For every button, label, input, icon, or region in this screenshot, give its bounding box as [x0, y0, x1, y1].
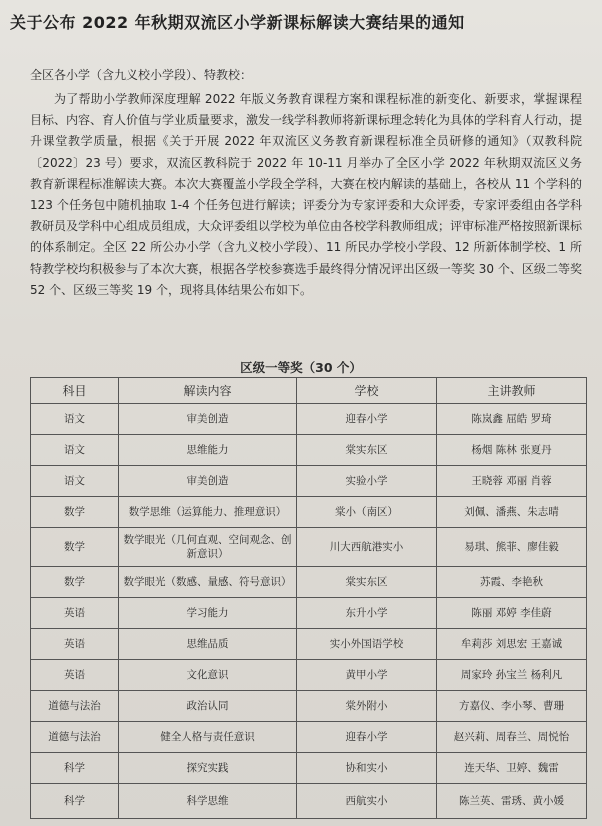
header-subject: 科目 — [31, 378, 119, 404]
cell-school: 实验小学 — [297, 466, 437, 497]
cell-subject: 语文 — [31, 404, 119, 435]
cell-content: 文化意识 — [119, 660, 297, 691]
table-row — [31, 784, 587, 819]
cell-content: 探究实践 — [119, 753, 297, 784]
cell-content: 思维能力 — [119, 435, 297, 466]
cell-subject: 英语 — [31, 598, 119, 629]
cell-subject: 语文 — [31, 435, 119, 466]
cell-subject: 英语 — [31, 629, 119, 660]
cell-content: 审美创造 — [119, 404, 297, 435]
cell-subject: 道德与法治 — [31, 691, 119, 722]
table-row — [31, 753, 587, 784]
cell-subject: 科学 — [31, 784, 119, 819]
cell-content: 科学思维 — [119, 784, 297, 819]
table-row — [31, 629, 587, 660]
table-row — [31, 567, 587, 598]
salutation: 全区各小学（含九义校小学段）、特教校： — [30, 68, 253, 82]
cell-teachers: 刘佩、潘燕、朱志晴 — [437, 497, 587, 528]
cell-teachers: 方嘉仪、李小琴、曹珊 — [437, 691, 587, 722]
cell-content: 审美创造 — [119, 466, 297, 497]
cell-school: 棠小（南区） — [297, 497, 437, 528]
cell-teachers: 赵兴莉、周春兰、周悦怡 — [437, 722, 587, 753]
cell-school: 东升小学 — [297, 598, 437, 629]
cell-school: 迎春小学 — [297, 404, 437, 435]
cell-content: 学习能力 — [119, 598, 297, 629]
table-row — [31, 691, 587, 722]
cell-subject: 数学 — [31, 528, 119, 567]
table-row — [31, 497, 587, 528]
cell-subject: 科学 — [31, 753, 119, 784]
cell-school: 棠实东区 — [297, 435, 437, 466]
table-row — [31, 598, 587, 629]
cell-subject: 数学 — [31, 497, 119, 528]
body-paragraph: 为了帮助小学教师深度理解 2022 年版义务教育课程方案和课程标准的新变化、新要求，掌握课程目标、内容、育人价值与学业质量要求，激发一线学科教师将新课标理念转化为具体的学科育人行动，提升课堂教学质量，根据《关于开展 2022 年双流区义务教育新课程标准全员研修的通知》（双教科院〔2022〕23 号）要求，双流区教科院于 2022 年 10-11 月举办了全区小学 2022 年秋期双流区义务教育新课程标准解读大赛。本次大赛覆盖小学段全学科，大赛在校内解读的基础上，各校从 11 个学科的 123 个任务包中随机抽取 1-4 个任务包进行解读；评委分为专家评委和大众评委，专家评委组由各学科教研员及学科中心组成员组成，大众评委组以学校为单位由各校学科教师组成；评审标准严格按照新课标的体系制定。全区 22 所公办小学（含九义校小学段）、11 所民办学校小学段、12 所新体制学校、1 所特教学校均积极参与了本次大赛，根据各学校参赛选手最终得分情况评出区级一等奖 30 个、区级二等奖 52 个、区级三等奖 19 个，现将具体结果公布如下。 — [30, 92, 583, 297]
cell-school: 棠实东区 — [297, 567, 437, 598]
cell-teachers: 陈兰英、雷琇、黄小媛 — [437, 784, 587, 819]
cell-content: 数学思维（运算能力、推理意识） — [119, 497, 297, 528]
document-title: 关于公布 2022 年秋期双流区小学新课标解读大赛结果的通知 — [10, 13, 465, 32]
table-title: 区级一等奖（30 个） — [240, 360, 362, 375]
cell-content: 数学眼光（数感、量感、符号意识） — [119, 567, 297, 598]
table-row — [31, 466, 587, 497]
table-row — [31, 660, 587, 691]
award-table — [30, 377, 587, 819]
header-school: 学校 — [297, 378, 437, 404]
table-row — [31, 528, 587, 567]
table-header-row — [31, 378, 587, 404]
cell-school: 川大西航港实小 — [297, 528, 437, 567]
table-row — [31, 722, 587, 753]
cell-content: 数学眼光（几何直观、空间观念、创新意识） — [119, 528, 297, 567]
cell-content: 思维品质 — [119, 629, 297, 660]
cell-teachers: 牟莉莎 刘思宏 王嘉诚 — [437, 629, 587, 660]
cell-school: 黄甲小学 — [297, 660, 437, 691]
cell-teachers: 王晓蓉 邓丽 肖蓉 — [437, 466, 587, 497]
cell-school: 迎春小学 — [297, 722, 437, 753]
cell-subject: 道德与法治 — [31, 722, 119, 753]
cell-content: 政治认同 — [119, 691, 297, 722]
cell-teachers: 易琪、熊菲、廖佳毅 — [437, 528, 587, 567]
cell-teachers: 周家玲 孙宝兰 杨利凡 — [437, 660, 587, 691]
header-teachers: 主讲教师 — [437, 378, 587, 404]
cell-teachers: 连天华、卫婷、魏雷 — [437, 753, 587, 784]
cell-teachers: 杨烟 陈林 张夏丹 — [437, 435, 587, 466]
cell-subject: 数学 — [31, 567, 119, 598]
cell-subject: 语文 — [31, 466, 119, 497]
cell-school: 实小外国语学校 — [297, 629, 437, 660]
cell-teachers: 陈岚鑫 屈皓 罗琦 — [437, 404, 587, 435]
cell-school: 西航实小 — [297, 784, 437, 819]
cell-teachers: 苏霞、李艳秋 — [437, 567, 587, 598]
cell-school: 棠外附小 — [297, 691, 437, 722]
header-content: 解读内容 — [119, 378, 297, 404]
cell-subject: 英语 — [31, 660, 119, 691]
cell-teachers: 陈丽 邓婷 李佳蔚 — [437, 598, 587, 629]
table-row — [31, 404, 587, 435]
cell-content: 健全人格与责任意识 — [119, 722, 297, 753]
table-row — [31, 435, 587, 466]
cell-school: 协和实小 — [297, 753, 437, 784]
